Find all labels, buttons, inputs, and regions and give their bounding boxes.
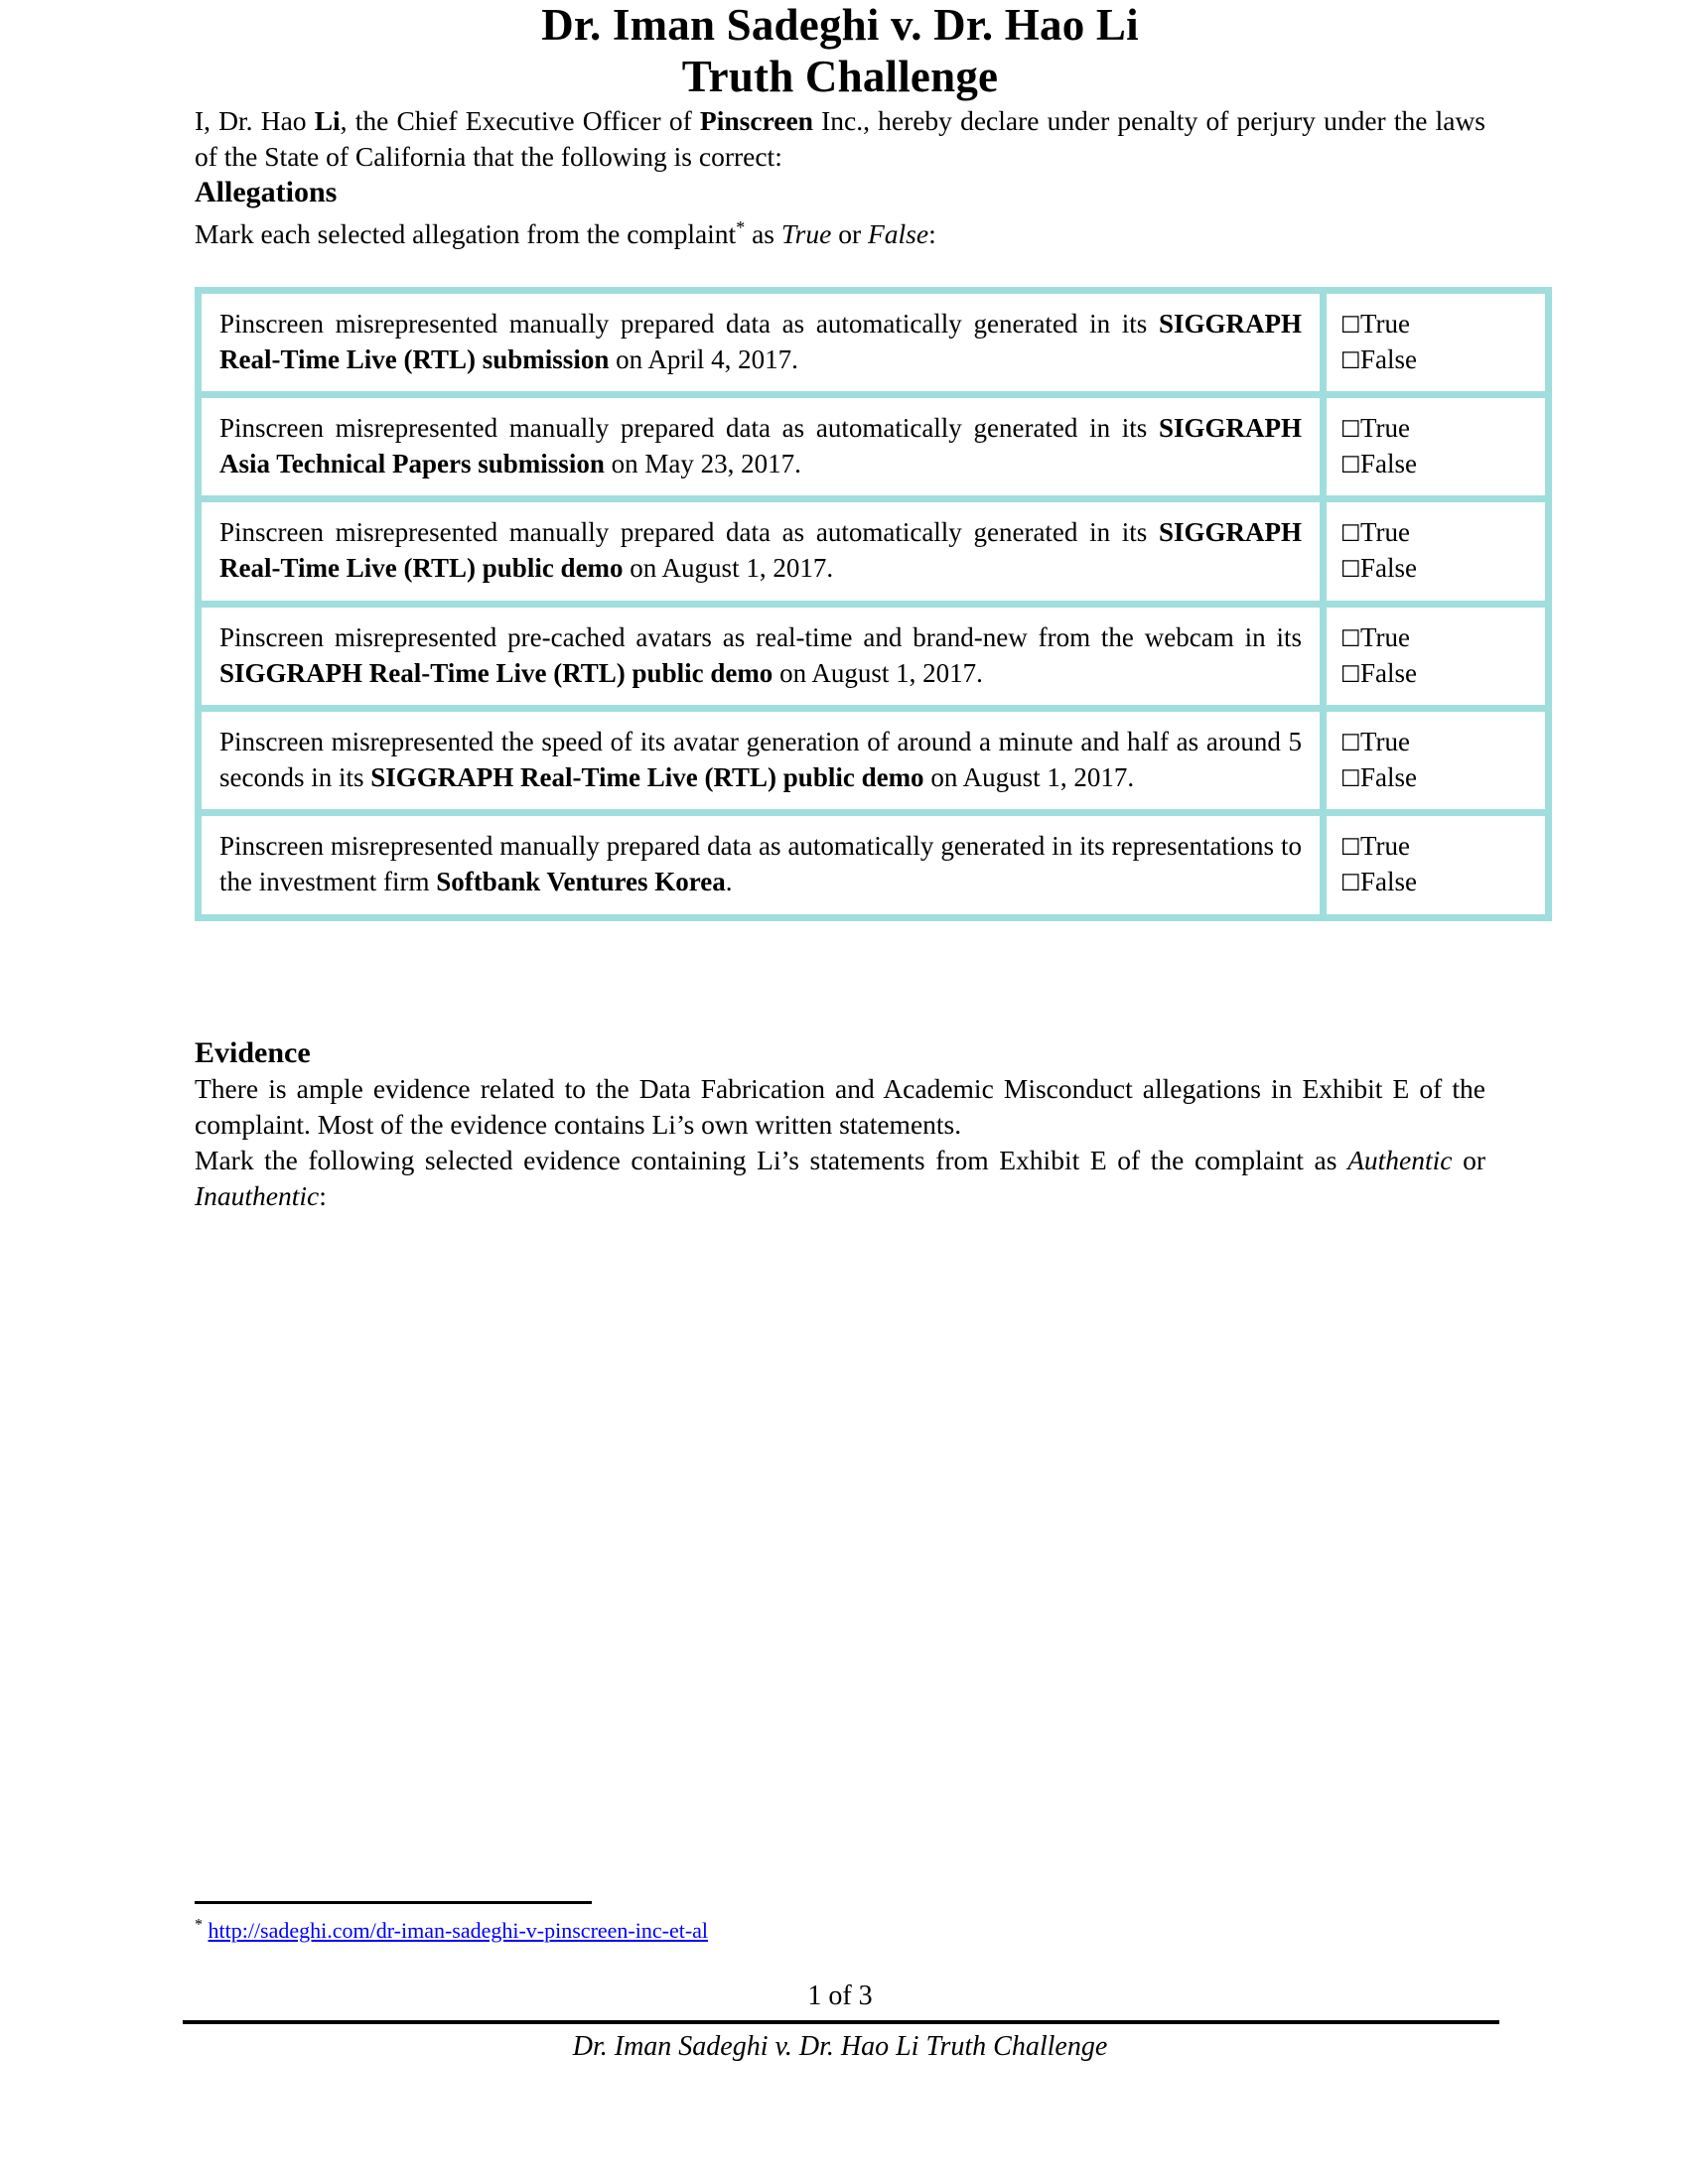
- choice-true-label: True: [1360, 412, 1411, 443]
- allegation-text: [219, 514, 1302, 586]
- allegations-table-body: [202, 294, 1545, 914]
- evidence-heading: Evidence: [195, 1035, 311, 1069]
- allegation-cell: [202, 601, 1327, 705]
- allegation-choice-cell: [1327, 809, 1545, 913]
- evidence-instruction-text-3: :: [319, 1179, 327, 1211]
- allegations-heading: Allegations: [195, 175, 338, 208]
- allegations-instruction-false: False: [867, 217, 929, 249]
- page-number: 1 of 3: [807, 1980, 873, 2011]
- evidence-instruction-text-1: Mark the following selected evidence containing Li’s statements from Exhibit E of the complaint as: [195, 1144, 1348, 1175]
- allegation-emphasis: SIGGRAPH Asia Technical Papers submission: [219, 412, 1302, 479]
- declaration-text-2: , the Chief Executive Officer of: [340, 104, 700, 136]
- allegation-emphasis: SIGGRAPH Real-Time Live (RTL) public demo: [370, 762, 924, 793]
- checkbox-icon[interactable]: ☐: [1340, 625, 1361, 652]
- checkbox-icon[interactable]: ☐: [1340, 835, 1361, 862]
- choice-true[interactable]: [1340, 619, 1535, 655]
- choice-false-label: False: [1360, 343, 1417, 374]
- allegation-text: [219, 619, 1302, 691]
- choice-true-label: True: [1360, 621, 1411, 652]
- allegation-cell: [202, 705, 1327, 809]
- footer-separator-rule: [183, 2020, 1499, 2024]
- evidence-instruction-text-2: or: [1452, 1144, 1485, 1175]
- choice-true[interactable]: [1340, 410, 1535, 446]
- evidence-instruction: [195, 1143, 1485, 1214]
- choice-false-label: False: [1360, 553, 1417, 584]
- allegation-post: on April 4, 2017.: [609, 343, 798, 374]
- checkbox-icon[interactable]: ☐: [1340, 416, 1361, 443]
- allegations-instruction-text-3: or: [831, 217, 868, 249]
- choice-false[interactable]: [1340, 655, 1535, 691]
- choice-true[interactable]: [1340, 724, 1535, 759]
- allegation-post: on May 23, 2017.: [604, 449, 801, 479]
- declaration-text-3: Inc., hereby declare under penalty of perjury under the laws of the State of California that the following is correct:: [195, 104, 1486, 172]
- footnote-url-link[interactable]: http://sadeghi.com/dr-iman-sadeghi-v-pinscreen-inc-et-al: [208, 1918, 709, 1943]
- choice-true-label: True: [1360, 726, 1411, 756]
- choice-false-label: False: [1360, 449, 1417, 479]
- allegation-text: [219, 724, 1302, 795]
- allegation-pre: Pinscreen misrepresented pre-cached avatars as real-time and brand-new from the webcam in its: [219, 621, 1302, 652]
- allegation-text: [219, 828, 1302, 899]
- footnote-reference-mark: *: [736, 216, 746, 237]
- allegation-post: on August 1, 2017.: [773, 657, 983, 688]
- checkbox-icon[interactable]: ☐: [1340, 521, 1361, 548]
- choice-false[interactable]: [1340, 864, 1535, 899]
- allegation-post: .: [725, 867, 733, 897]
- allegation-text: [219, 306, 1302, 377]
- evidence-instruction-inauthentic: Inauthentic: [195, 1179, 320, 1211]
- allegation-choice-cell: [1327, 601, 1545, 705]
- choice-false[interactable]: [1340, 341, 1535, 377]
- checkbox-icon[interactable]: ☐: [1340, 347, 1361, 374]
- allegation-cell: [202, 809, 1327, 913]
- allegation-post: on August 1, 2017.: [923, 762, 1135, 793]
- allegation-choice-cell: [1327, 294, 1545, 391]
- allegations-instruction-true: True: [780, 217, 832, 249]
- choice-true-label: True: [1360, 831, 1411, 862]
- allegation-cell: [202, 294, 1327, 391]
- allegation-emphasis: SIGGRAPH Real-Time Live (RTL) public demo: [219, 657, 774, 688]
- checkbox-icon[interactable]: ☐: [1340, 730, 1361, 756]
- choice-true-label: True: [1360, 517, 1411, 548]
- choice-false-label: False: [1360, 657, 1417, 688]
- page-title-line-2: Truth Challenge: [681, 51, 999, 101]
- allegations-table: [195, 287, 1552, 921]
- choice-false-label: False: [1360, 762, 1417, 793]
- allegation-emphasis: SIGGRAPH Real-Time Live (RTL) public demo: [219, 517, 1302, 584]
- allegation-post: on August 1, 2017.: [623, 553, 834, 584]
- declaration-company-pinscreen: Pinscreen: [699, 104, 813, 136]
- checkbox-icon[interactable]: ☐: [1340, 766, 1361, 793]
- allegation-cell: [202, 391, 1327, 495]
- allegation-pre: Pinscreen misrepresented manually prepared data as automatically generated in its representations to the investment firm: [219, 831, 1302, 897]
- allegation-emphasis: Softbank Ventures Korea: [436, 867, 726, 897]
- declaration-text-1: I, Dr. Hao: [195, 104, 315, 136]
- allegation-pre: Pinscreen misrepresented manually prepared data as automatically generated in its: [219, 308, 1159, 339]
- allegation-choice-cell: [1327, 495, 1545, 600]
- allegations-instruction-text-1: Mark each selected allegation from the complaint: [195, 217, 737, 249]
- allegation-choice-cell: [1327, 705, 1545, 809]
- choice-false[interactable]: [1340, 446, 1535, 481]
- choice-false[interactable]: [1340, 550, 1535, 586]
- allegation-cell: [202, 495, 1327, 600]
- table-row: [202, 294, 1545, 391]
- choice-true[interactable]: [1340, 828, 1535, 864]
- choice-false-label: False: [1360, 867, 1417, 897]
- checkbox-icon[interactable]: ☐: [1340, 453, 1361, 479]
- table-row: [202, 495, 1545, 600]
- table-row: [202, 601, 1545, 705]
- allegation-text: [219, 410, 1302, 481]
- choice-true[interactable]: [1340, 514, 1535, 550]
- allegation-emphasis: SIGGRAPH Real-Time Live (RTL) submission: [219, 308, 1302, 374]
- checkbox-icon[interactable]: ☐: [1340, 557, 1361, 584]
- evidence-paragraph: There is ample evidence related to the Data Fabrication and Academic Misconduct allegations in Exhibit E of the complaint. Most of the evidence contains Li’s own written statements.: [195, 1072, 1485, 1140]
- footnote-entry: [195, 1918, 1485, 1944]
- evidence-section: [195, 1035, 1485, 1214]
- allegations-instruction: [195, 216, 1485, 252]
- choice-true[interactable]: [1340, 306, 1535, 341]
- allegations-instruction-text-4: :: [928, 217, 936, 249]
- evidence-instruction-authentic: Authentic: [1347, 1144, 1453, 1175]
- declaration-paragraph: [195, 103, 1485, 175]
- table-row: [202, 705, 1545, 809]
- choice-true-label: True: [1360, 308, 1411, 339]
- table-row: [202, 391, 1545, 495]
- checkbox-icon[interactable]: ☐: [1340, 871, 1361, 897]
- allegations-instruction-text-2: as: [745, 217, 781, 249]
- footnote-mark: *: [195, 1916, 203, 1934]
- choice-false[interactable]: [1340, 759, 1535, 795]
- document-content: [195, 0, 1485, 1214]
- table-row: [202, 809, 1545, 913]
- allegation-pre: Pinscreen misrepresented manually prepared data as automatically generated in its: [219, 412, 1159, 443]
- footnote-area: [195, 1901, 1485, 1944]
- declaration-name-li: Li: [314, 104, 341, 136]
- allegation-pre: Pinscreen misrepresented manually prepared data as automatically generated in its: [219, 517, 1159, 548]
- page-title-line-1: Dr. Iman Sadeghi v. Dr. Hao Li: [541, 0, 1139, 50]
- checkbox-icon[interactable]: ☐: [1340, 661, 1361, 688]
- allegation-choice-cell: [1327, 391, 1545, 495]
- footnote-separator-rule: [195, 1901, 592, 1904]
- allegation-pre: Pinscreen misrepresented the speed of its avatar generation of around a minute and half as around 5 seconds in its: [219, 726, 1302, 793]
- footer-document-title: Dr. Iman Sadeghi v. Dr. Hao Li Truth Challenge: [572, 2031, 1108, 2062]
- checkbox-icon[interactable]: ☐: [1340, 312, 1361, 339]
